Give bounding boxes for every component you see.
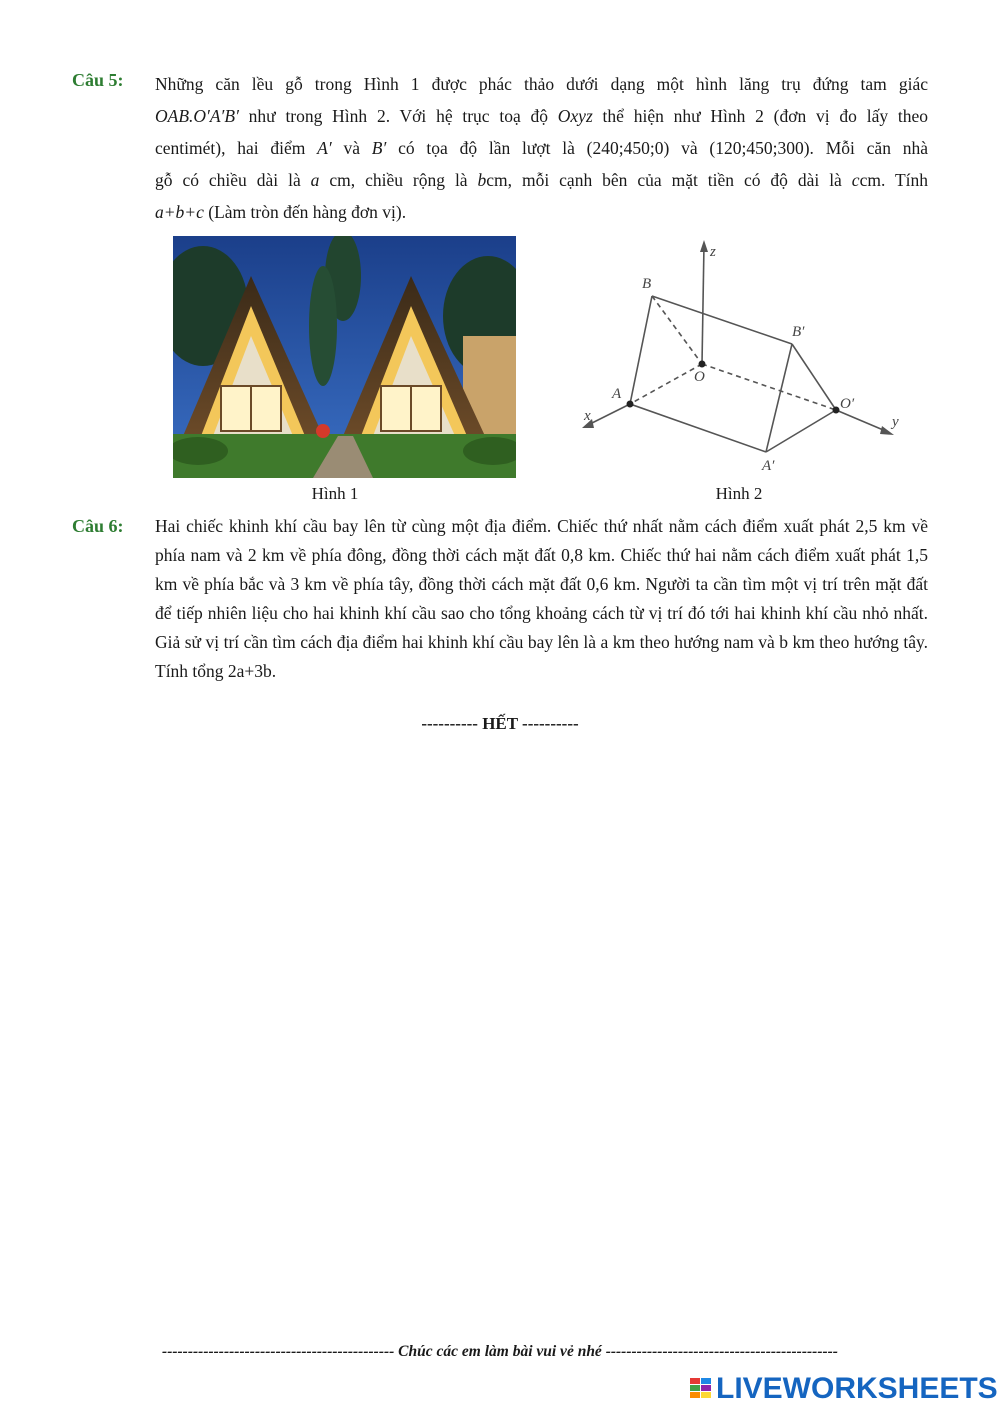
coordinate-system: Oxyz	[557, 106, 593, 126]
cabins-illustration	[173, 236, 516, 478]
logo-icon	[690, 1378, 712, 1404]
label-A: A	[612, 386, 622, 402]
q5-line-2-text: như trong Hình 2. Với hệ trục toạ độ	[238, 106, 558, 126]
z-axis	[702, 244, 704, 364]
q5-line-5-text: (Làm tròn đến hàng đơn vị).	[203, 202, 407, 222]
end-marker: ---------- HẾT ----------	[421, 714, 579, 733]
figure-2-diagram	[570, 236, 920, 478]
q5-line-1: Những căn lều gỗ trong Hình 1 được phác thảo dưới dạng một hình lăng trụ đứng tam giác	[155, 74, 928, 94]
q5-line-3-d: và	[669, 138, 710, 158]
edge-BBp	[652, 296, 792, 344]
question-5-text	[155, 68, 928, 228]
q5-line-3-c: có tọa độ lần lượt là	[386, 138, 587, 158]
q5-line-2-text-2: thể hiện như Hình 2 (đơn vị đo lấy theo	[592, 106, 928, 126]
question-6-text: Hai chiếc khinh khí cầu bay lên từ cùng một địa điểm. Chiếc thứ nhất nằm cách điểm xuất phát 2,5 km về phía nam và 2 km về phía đông, đồng thời cách mặt đất 0,8 km. Chiếc thứ hai nằm cách điểm xuất phát 1,5 km về phía bắc và 3 km về phía tây, đồng thời cách mặt đất 0,6 km. Người ta cần tìm một vị trí trên mặt đất để tiếp nhiên liệu cho hai khinh khí cầu sao cho tổng khoảng cách từ vị trí đó tới hai khinh khí cầu nhỏ nhất. Giả sử vị trí cần tìm cách địa điểm hai khinh khí cầu bay lên là a km theo hướng nam và b km theo hướng tây. Tính tổng 2a+3b.	[155, 516, 928, 681]
label-y: y	[892, 414, 899, 430]
figure-1-caption: Hình 1	[311, 484, 359, 503]
q5-line-4-a: gỗ có chiều dài là	[155, 170, 311, 190]
point-O	[699, 361, 706, 368]
point-O-prime	[833, 407, 840, 414]
q5-line-3-a: centimét), hai điểm	[155, 138, 318, 158]
label-O: O	[694, 369, 705, 385]
edge-ApOp	[766, 410, 836, 452]
edge-BA	[630, 296, 652, 404]
y-axis-hidden	[702, 364, 836, 410]
q5-line-4	[155, 164, 928, 196]
label-B-prime: B′	[792, 324, 805, 340]
var-a: a	[310, 170, 320, 190]
label-B: B	[642, 276, 652, 292]
label-z: z	[710, 244, 716, 260]
point-A-prime: A′	[317, 138, 332, 158]
q5-line-3	[155, 132, 928, 164]
q5-line-3-e: . Mỗi căn nhà	[809, 138, 928, 158]
label-O-prime: O′	[840, 396, 855, 412]
y-axis	[836, 410, 888, 432]
x-axis-hidden	[630, 364, 702, 404]
q5-line-4-b: cm, chiều rộng là	[319, 170, 478, 190]
q5-line-5	[155, 196, 928, 228]
var-b: b	[477, 170, 487, 190]
edge-BO	[652, 296, 702, 364]
brand-text: LIVEWORKSHEETS	[716, 1372, 998, 1405]
edge-AAp	[630, 404, 766, 452]
q5-line-4-d: cm. Tính	[859, 170, 929, 190]
footer-message: --------------------------------------------- Chúc các em làm bài vui vẻ nhé ---------------------------------------------	[162, 1343, 838, 1360]
prism-name: OAB.O′A′B′	[155, 106, 239, 126]
point-A	[627, 401, 634, 408]
label-x: x	[584, 408, 591, 424]
coord-A-prime: (240;450;0)	[586, 138, 670, 158]
q5-line-2	[155, 100, 928, 132]
q5-line-4-c: cm, mỗi cạnh bên của mặt tiền có độ dài là	[486, 170, 852, 190]
label-A-prime: A′	[762, 458, 775, 474]
question-5-label: Câu 5:	[72, 70, 124, 90]
figure-2-caption: Hình 2	[715, 484, 763, 503]
sum-expression: a+b+c	[155, 202, 204, 222]
coord-B-prime: (120;450;300)	[709, 138, 810, 158]
q5-line-3-b: và	[331, 138, 372, 158]
edge-BpAp	[766, 344, 792, 452]
edge-BpOp	[792, 344, 836, 410]
question-6-label: Câu 6:	[72, 516, 124, 536]
liveworksheets-logo	[690, 1372, 998, 1408]
figure-1-photo	[173, 236, 516, 478]
var-c: c	[851, 170, 860, 190]
point-B-prime: B′	[371, 138, 387, 158]
